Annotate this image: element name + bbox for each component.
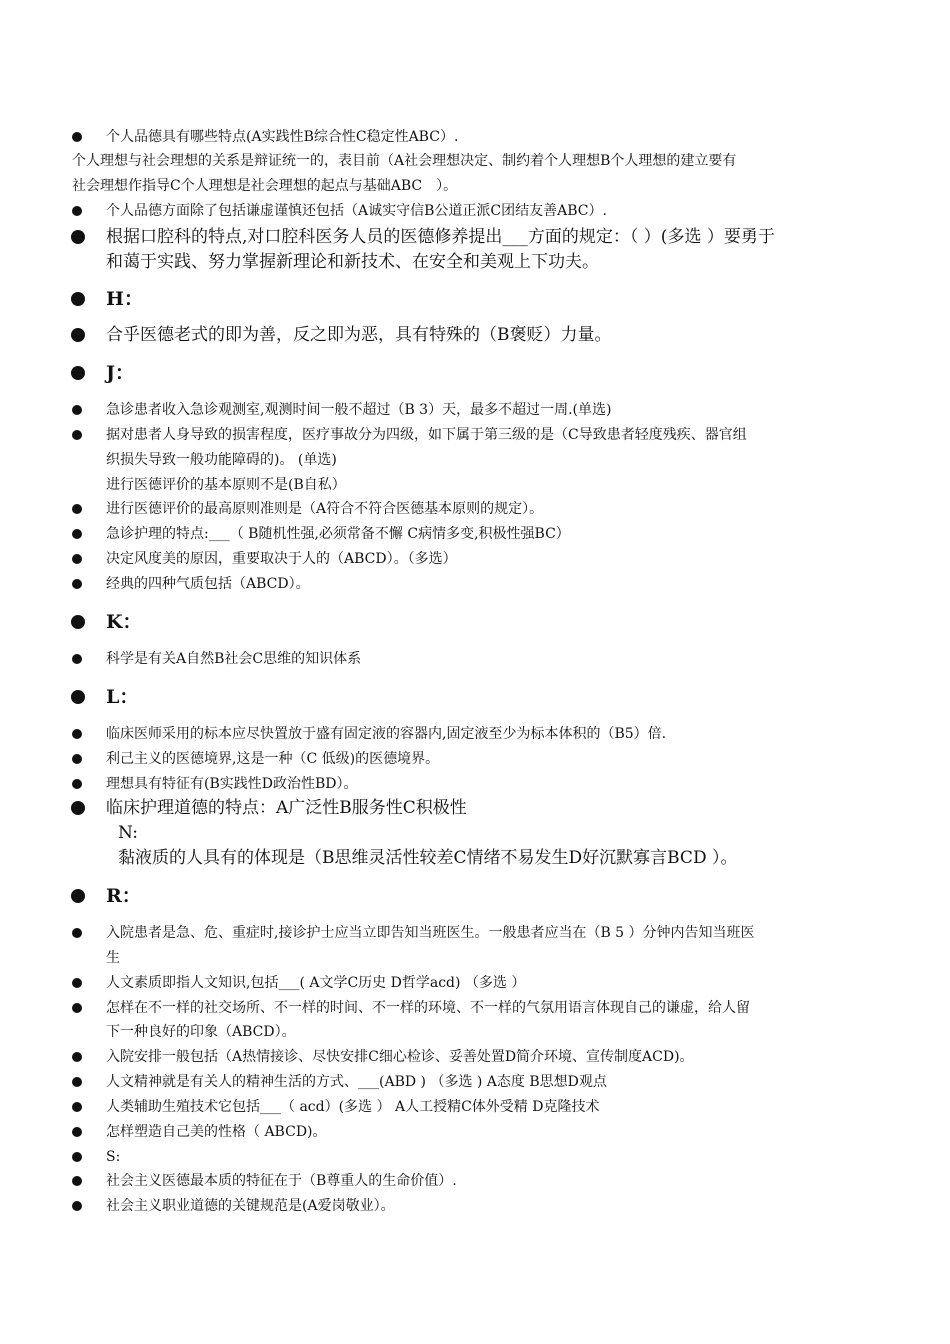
line-text: 人类辅助生殖技术它包括___（ acd）(多选 ） A人工授精C体外受精 D克隆技术 (106, 1099, 600, 1115)
text-line (0, 775, 950, 793)
bullet-icon (72, 1152, 82, 1162)
text-line (0, 1098, 950, 1116)
line-text: 入院安排一般包括（A热情接诊、尽快安排C细心检诊、妥善处置D简介环境、宣传制度ACD)。 (106, 1049, 694, 1065)
text-line (0, 1197, 950, 1215)
bullet-icon (71, 889, 85, 903)
line-text: 利己主义的医德境界,这是一种（C 低级)的医德境界。 (106, 751, 440, 767)
bullet-icon (71, 615, 85, 629)
line-text: 临床护理道德的特点：A广泛性B服务性C积极性 (106, 798, 467, 818)
bullet-icon (71, 801, 85, 815)
text-line (0, 999, 950, 1017)
line-text: L： (106, 686, 139, 708)
line-text: 决定风度美的原因，重要取决于人的（ABCD）。（多选） (106, 551, 457, 567)
bullet-icon (72, 132, 82, 142)
text-line (0, 251, 950, 273)
text-line (0, 324, 950, 346)
line-text: 据对患者人身导致的损害程度，医疗事故分为四级，如下属于第三级的是（C导致患者轻度残疾、器官组 (106, 427, 747, 443)
line-text: 生 (106, 950, 120, 966)
line-text: 经典的四种气质包括（ABCD）。 (106, 576, 310, 592)
line-text: 理想具有特征有(B实践性D政治性BD）。 (106, 776, 358, 792)
bullet-icon (71, 292, 85, 306)
text-line (0, 426, 950, 444)
text-line (0, 1023, 950, 1041)
text-line (0, 525, 950, 543)
text-line (0, 361, 950, 386)
line-text: 个人理想与社会理想的关系是辩证统一的，表目前（A社会理想决定、制约着个人理想B个人理想的建立要有 (72, 153, 737, 169)
bullet-icon (72, 504, 82, 514)
text-line (0, 401, 950, 419)
bullet-icon (72, 754, 82, 764)
text-line (0, 650, 950, 668)
text-line (0, 500, 950, 518)
text-line (0, 847, 950, 869)
bullet-icon (72, 554, 82, 564)
bullet-icon (72, 405, 82, 415)
text-line (0, 476, 950, 494)
line-text: H： (106, 288, 143, 310)
bullet-icon (72, 1201, 82, 1211)
line-text: 进行医德评价的最高原则准则是（A符合不符合医德基本原则的规定）。 (106, 501, 544, 517)
line-text: 入院患者是急、危、重症时,接诊护士应当立即告知当班医生。一般患者应当在（B 5 ）分钟内告知当班医 (106, 925, 755, 941)
line-text: 怎样塑造自己美的性格（ ABCD)。 (106, 1124, 327, 1140)
text-line (0, 177, 950, 195)
line-text: K： (106, 611, 142, 633)
bullet-icon (71, 328, 85, 342)
line-text: 临床医师采用的标本应尽快置放于盛有固定液的容器内,固定液至少为标本体积的（B5）倍. (106, 726, 667, 742)
bullet-icon (72, 654, 82, 664)
line-text: N: (118, 823, 138, 843)
text-line (0, 1172, 950, 1190)
text-line (0, 685, 950, 710)
text-line (0, 550, 950, 568)
text-line (0, 202, 950, 220)
line-text: 人文精神就是有关人的精神生活的方式、___(ABD ) （多选 ) A态度 B思想D观点 (106, 1074, 607, 1090)
text-line (0, 949, 950, 967)
line-text: 个人品德具有哪些特点(A实践性B综合性C稳定性ABC）. (106, 129, 459, 145)
line-text: 下一种良好的印象（ABCD）。 (106, 1024, 296, 1040)
text-line (0, 1048, 950, 1066)
line-text: R： (106, 885, 141, 907)
line-text: 社会主义医德最本质的特征在于（B尊重人的生命价值）. (106, 1173, 457, 1189)
line-text: 科学是有关A自然B社会C思维的知识体系 (106, 651, 362, 667)
bullet-icon (72, 206, 82, 216)
text-line (0, 1123, 950, 1141)
text-line (0, 1073, 950, 1091)
text-line (0, 152, 950, 170)
bullet-icon (72, 729, 82, 739)
bullet-icon (72, 529, 82, 539)
line-text: 个人品德方面除了包括谦虚谨慎还包括（A诚实守信B公道正派C团结友善ABC）. (106, 203, 607, 219)
text-line (0, 822, 950, 844)
line-text: 怎样在不一样的社交场所、不一样的时间、不一样的环境、不一样的气氛用语言体现自己的谦虚，给人留 (106, 1000, 750, 1016)
bullet-icon (72, 779, 82, 789)
bullet-icon (72, 430, 82, 440)
text-line (0, 924, 950, 942)
line-text: 人文素质即指人文知识,包括___( A文学C历史 D哲学acd) （多选 ） (106, 975, 526, 991)
bullet-icon (72, 1127, 82, 1137)
line-text: J： (106, 362, 134, 384)
text-line (0, 750, 950, 768)
bullet-icon (72, 1077, 82, 1087)
line-text: S: (106, 1149, 121, 1165)
bullet-icon (72, 1176, 82, 1186)
line-text: 根据口腔科的特点,对口腔科医务人员的医德修养提出___方面的规定：（ ）(多选 ）要勇于 (106, 227, 775, 247)
bullet-icon (72, 1052, 82, 1062)
text-line (0, 226, 950, 248)
bullet-icon (71, 366, 85, 380)
line-text: 和蔼于实践、努力掌握新理论和新技术、在安全和美观上下功夫。 (106, 252, 599, 272)
text-line (0, 974, 950, 992)
text-line (0, 287, 950, 312)
bullet-icon (72, 928, 82, 938)
bullet-icon (72, 1003, 82, 1013)
line-text: 急诊护理的特点:___（ B随机性强,必须常备不懈 C病情多变,积极性强BC） (106, 526, 570, 542)
line-text: 急诊患者收入急诊观测室,观测时间一般不超过（B 3）天，最多不超过一周.(单选) (106, 402, 612, 418)
line-text: 社会理想作指导C个人理想是社会理想的起点与基础ABC ）。 (72, 178, 458, 194)
text-line (0, 797, 950, 819)
bullet-icon (71, 690, 85, 704)
line-text: 社会主义职业道德的关键规范是(A爱岗敬业）。 (106, 1198, 395, 1214)
bullet-icon (72, 1102, 82, 1112)
line-text: 黏液质的人具有的体现是（B思维灵活性较差C情绪不易发生D好沉默寡言BCD ）。 (118, 848, 738, 868)
line-text: 织损失导致一般功能障碍的)。 (单选) (106, 452, 337, 468)
line-text: 合乎医德老式的即为善，反之即为恶，具有特殊的（B褒贬）力量。 (106, 325, 612, 345)
text-line (0, 1148, 950, 1166)
text-line (0, 725, 950, 743)
text-line (0, 610, 950, 635)
line-text: 进行医德评价的基本原则不是(B自私） (106, 477, 346, 493)
text-line (0, 575, 950, 593)
bullet-icon (71, 230, 85, 244)
bullet-icon (72, 978, 82, 988)
bullet-icon (72, 579, 82, 589)
text-line (0, 128, 950, 146)
text-line (0, 451, 950, 469)
text-line (0, 884, 950, 909)
